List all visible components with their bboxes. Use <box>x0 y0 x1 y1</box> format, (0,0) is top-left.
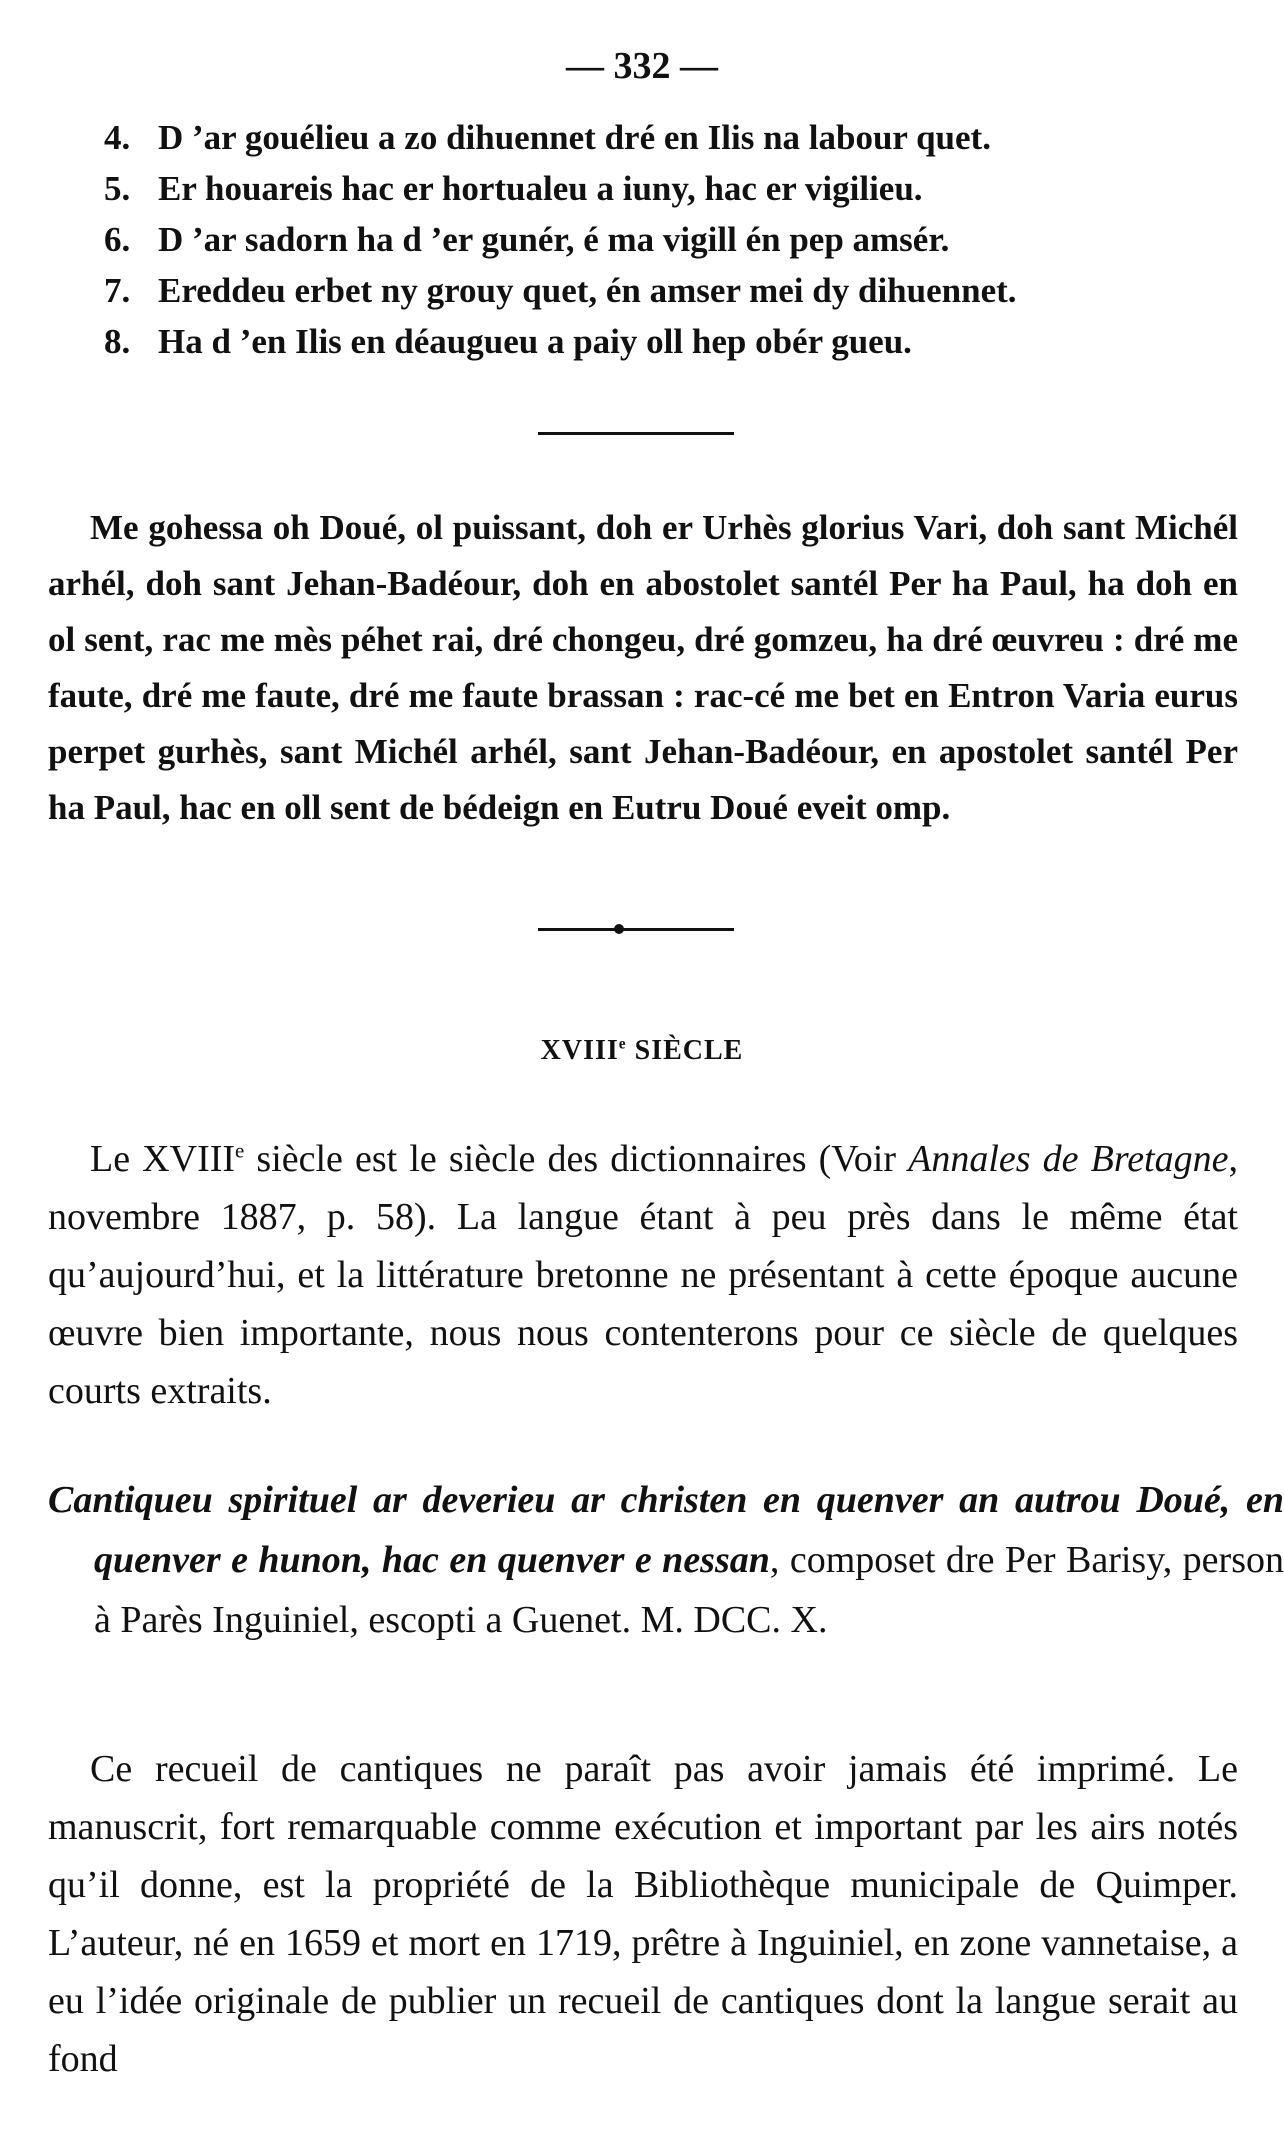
ornamental-divider <box>538 928 734 931</box>
list-item-text: Er houareis hac er hortualeu a iuny, hac er vigilieu. <box>158 169 923 208</box>
divider-dot <box>614 924 624 934</box>
numbered-list <box>104 112 1017 367</box>
section-heading-roman: XVIII <box>540 1035 619 1066</box>
list-item-text: Ereddeu erbet ny grouy quet, én amser mei dy dihuennet. <box>158 271 1017 310</box>
bibliographic-entry <box>48 1470 1284 1650</box>
list-item <box>104 214 1017 265</box>
intro-text-end: , novembre 1887, p. 58). La langue étant à peu près dans le même état qu’aujourd’hui, et la littérature bretonne ne présentant à cette époque aucune œuvre bien importante, nous nous contenterons pour ce siècle de quelques courts extraits. <box>48 1138 1238 1412</box>
intro-journal-title: Annales de Bretagne <box>908 1138 1229 1180</box>
page-number: — 332 — <box>566 45 718 87</box>
intro-text-middle: siècle est le siècle des dictionnaires (Voir <box>244 1138 909 1180</box>
intro-paragraph <box>48 1130 1238 1420</box>
prayer-paragraph: Me gohessa oh Doué, ol puissant, doh er Urhès glorius Vari, doh sant Michél arhél, doh sant Jehan-Badéour, doh en abostolet santél Per ha Paul, ha doh en ol sent, rac me mès péhet rai, dré chongeu, dré gomzeu, ha dré œuvreu : dré me faute, dré me faute, dré me faute brassan : rac-cé me bet en Entron Varia eurus perpet gurhès, sant Michél arhél, sant Jehan-Badéour, en apostolet santél Per ha Paul, hac en oll sent de bédeign en Eutru Doué eveit omp. <box>48 508 1238 827</box>
list-item <box>104 316 1017 367</box>
section-heading-word: SIÈCLE <box>634 1035 744 1066</box>
work-details: , composet dre Per Barisy, person à Parès Inguiniel, escopti a Guenet. M. DCC. X. <box>94 1539 1284 1641</box>
list-item-number: 4. <box>104 118 131 157</box>
list-item-number: 8. <box>104 322 131 361</box>
list-item <box>104 265 1017 316</box>
list-item-number: 5. <box>104 169 131 208</box>
intro-text-start: Le XVIII <box>90 1138 236 1180</box>
description-paragraph: Ce recueil de cantiques ne paraît pas avoir jamais été imprimé. Le manuscrit, fort remarquable comme exécution et important par les airs notés qu’il donne, est la propriété de la Bibliothèque municipale de Quimper. L’auteur, né en 1659 et mort en 1719, prêtre à Inguiniel, en zone vannetaise, a eu l’idée originale de publier un recueil de cantiques dont la langue serait au fond <box>48 1748 1238 2080</box>
list-item <box>104 112 1017 163</box>
list-item-number: 7. <box>104 271 131 310</box>
section-heading-sup: e <box>618 1035 627 1053</box>
intro-superscript: e <box>235 1138 245 1163</box>
list-item-number: 6. <box>104 220 131 259</box>
list-item-text: D ’ar sadorn ha d ’er gunér, é ma vigill én pep amsér. <box>158 220 950 259</box>
section-heading <box>0 1035 1284 1067</box>
work-title: Cantiqueu spirituel ar deverieu ar christen en quenver an autrou Doué, en quenver e hunon, hac en quenver e nessan <box>48 1479 1284 1581</box>
list-item-text: Ha d ’en Ilis en déaugueu a paiy oll hep obér gueu. <box>158 322 912 361</box>
list-item <box>104 163 1017 214</box>
section-divider <box>538 432 734 435</box>
list-item-text: D ’ar gouélieu a zo dihuennet dré en Ilis na labour quet. <box>158 118 991 157</box>
